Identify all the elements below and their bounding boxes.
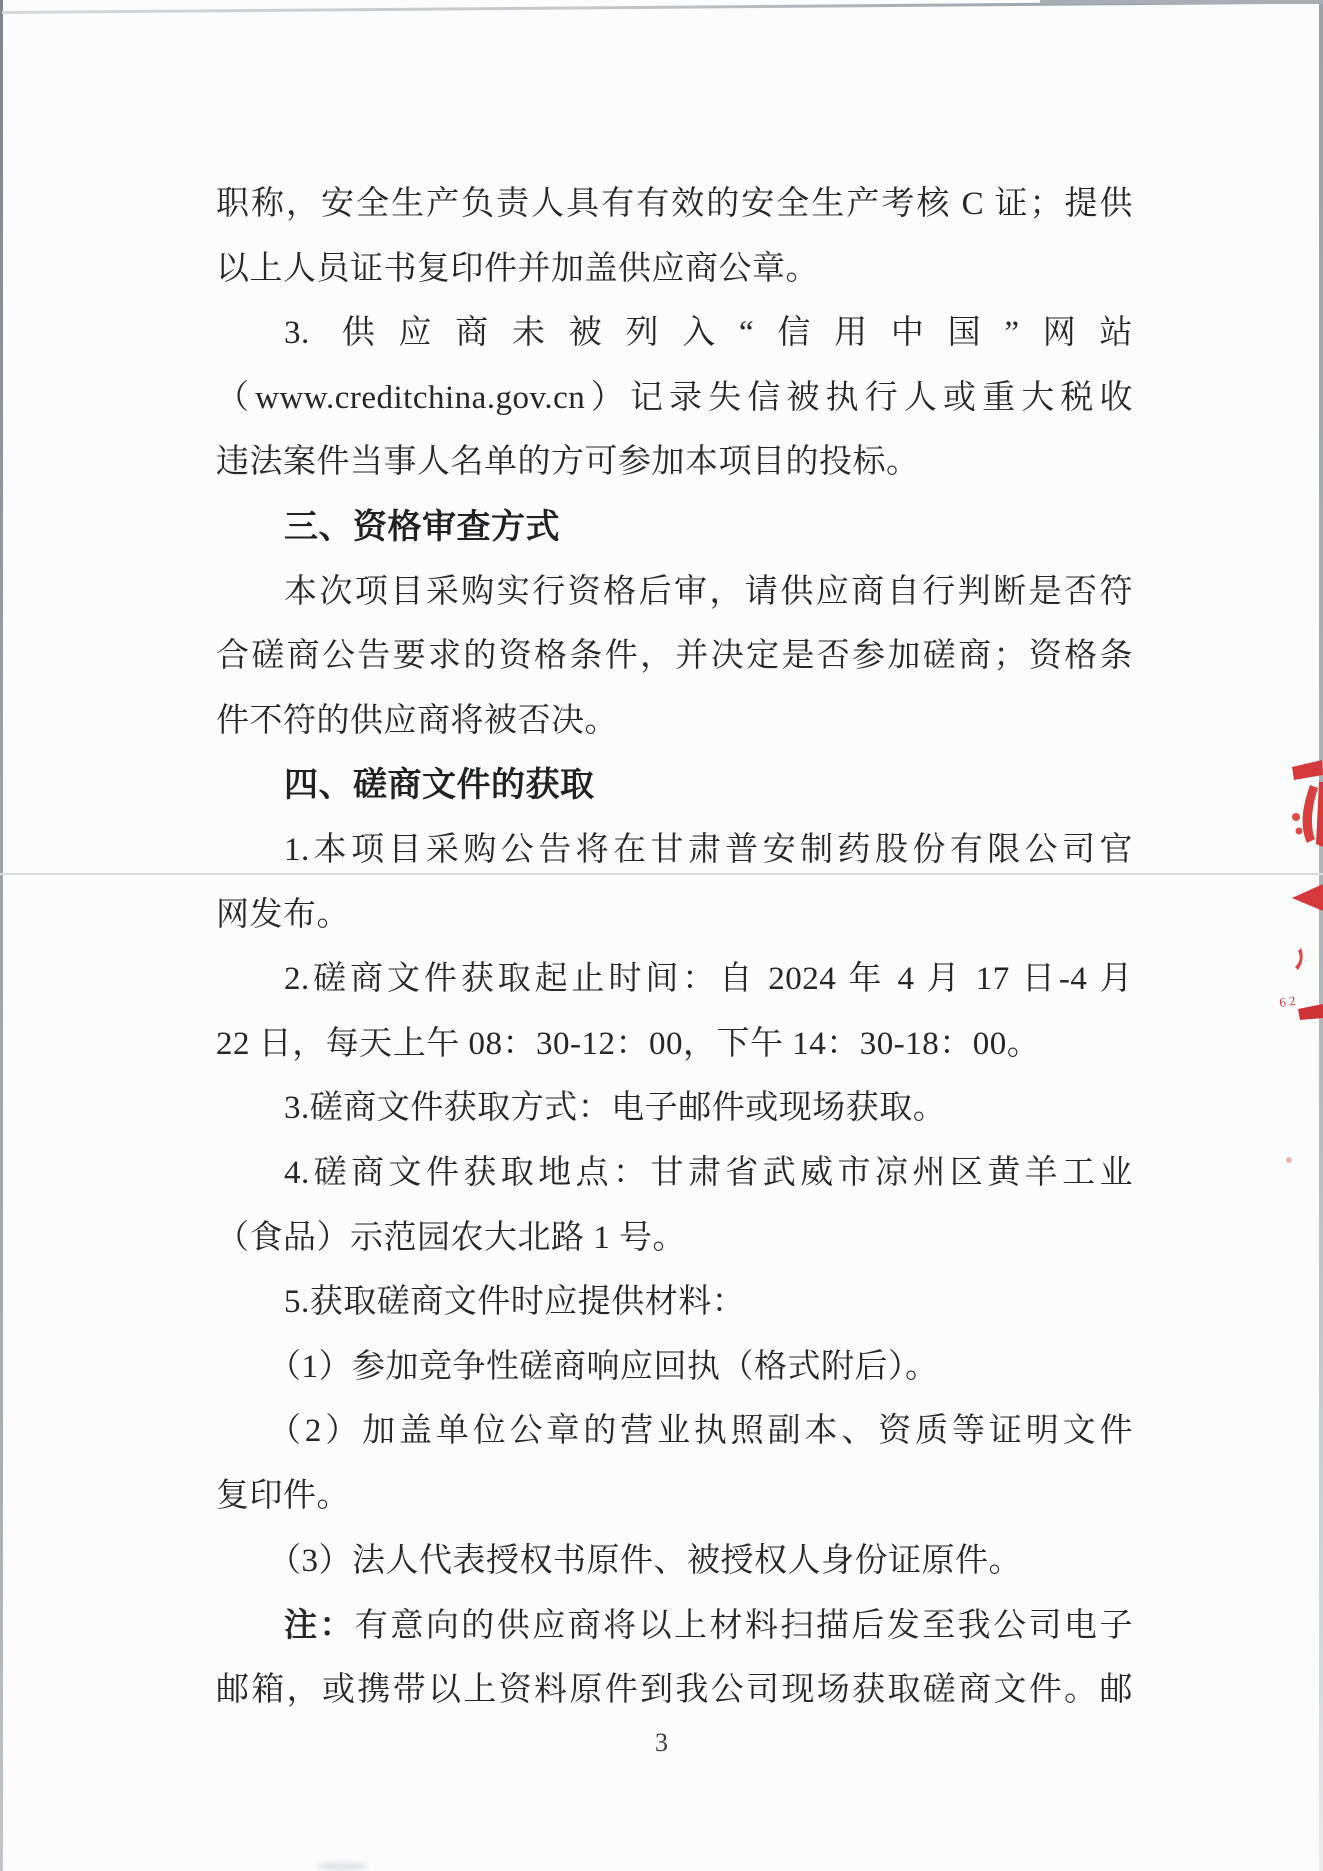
text-line-12: 网发布。: [216, 897, 350, 933]
text-line-24: 邮箱，或携带以上资料原件到我公司现场获取磋商文件。邮: [216, 1672, 1133, 1708]
text-line-7: 本次项目采购实行资格后审，请供应商自行判断是否符: [284, 574, 1133, 610]
text-line-3: 3. 供应商未被列入“信用中国”网站: [284, 315, 1133, 351]
text-line-14: 22 日，每天上午 08：30-12：00，下午 14：30-18：00。: [216, 1026, 1041, 1062]
text-line-2: 以上人员证书复印件并加盖供应商公章。: [216, 251, 819, 287]
red-seal-stamp-fragment-icon: [1270, 755, 1323, 1175]
text-line-11: 1.本项目采购公告将在甘肃普安制药股份有限公司官: [284, 832, 1133, 868]
text-line-15: 3.磋商文件获取方式：电子邮件或现场获取。: [284, 1090, 947, 1126]
note-prefix-label: 注：: [284, 1606, 355, 1643]
text-line-10: 四、磋商文件的获取: [284, 766, 595, 804]
text-line-5: 违法案件当事人名单的方可参加本项目的投标。: [216, 444, 920, 480]
text-line-8: 合磋商公告要求的资格条件，并决定是否参加磋商；资格条: [216, 638, 1133, 674]
text-line-18: 5.获取磋商文件时应提供材料：: [284, 1284, 746, 1320]
stamp-digits: 6 2: [1278, 992, 1297, 1010]
text-line-6: 三、资格审查方式: [284, 508, 560, 546]
text-line-22: （3）法人代表授权书原件、被授权人身份证原件。: [268, 1543, 1022, 1579]
text-line-19: （1）参加竞争性磋商响应回执（格式附后）。: [268, 1349, 939, 1385]
text-line-23: 注：有意向的供应商将以上材料扫描后发至我公司电子: [284, 1606, 1134, 1644]
text-line-13: 2.磋商文件获取起止时间：自 2024 年 4 月 17 日-4 月: [284, 961, 1133, 997]
text-line-17: （食品）示范园农大北路 1 号。: [216, 1220, 686, 1256]
text-line-21: 复印件。: [216, 1478, 350, 1514]
page-number: 3: [655, 1728, 668, 1757]
text-line-20: （2）加盖单位公章的营业执照副本、资质等证明文件: [268, 1413, 1133, 1449]
text-line-1: 职称，安全生产负责人具有有效的安全生产考核 C 证；提供: [216, 186, 1133, 222]
text-line-9: 件不符的供应商将被否决。: [216, 703, 618, 739]
text-line-4: （www.creditchina.gov.cn）记录失信被执行人或重大税收: [216, 380, 1133, 416]
text-line-16: 4.磋商文件获取地点：甘肃省武威市凉州区黄羊工业: [284, 1155, 1133, 1191]
